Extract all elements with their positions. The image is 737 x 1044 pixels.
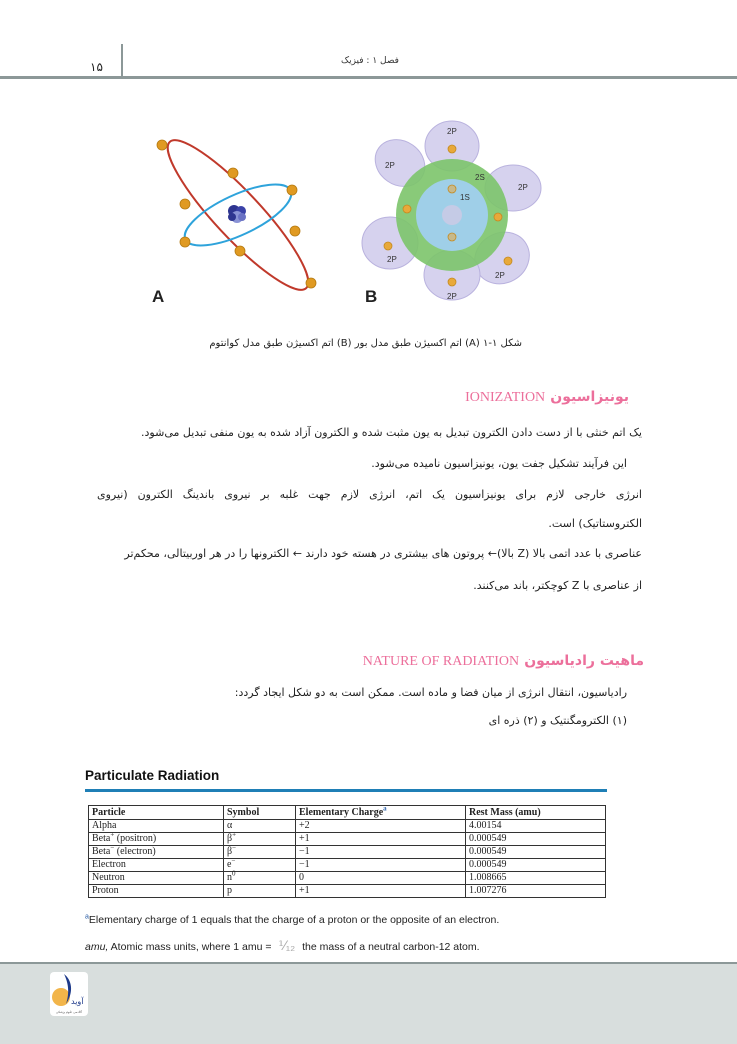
page-header (0, 0, 737, 78)
ionization-paragraph-3-cont: الکتروستاتیک) است. (548, 517, 642, 530)
cell-symbol: e− (224, 859, 296, 872)
column-header-charge: Elementary Charge$^a$ (296, 806, 466, 820)
orbital-label-2p: 2P (385, 161, 395, 170)
ionization-paragraph-1: یک اتم خنثی با از دست دادن الکترون تبدیل به یون مثبت شده و الکترون آزاد شده به یون منفی تبدیل می‌شود. (141, 426, 642, 439)
cell-symbol: β+ (224, 833, 296, 846)
nucleus (442, 205, 462, 225)
cell-symbol: $n^0$ (224, 872, 296, 885)
cell-particle: Alpha (89, 820, 224, 833)
table-row (89, 833, 606, 846)
cell-mass: 4.00154 (466, 820, 606, 833)
logo-tagline: آکادمی علوم پزشکی (56, 1010, 82, 1014)
orbital-label-2p: 2P (495, 271, 505, 280)
radiation-heading-fa: ماهیت رادیاسیون (524, 653, 644, 669)
orbital-label-1s: 1S (460, 193, 470, 202)
logo-text: آوید (71, 997, 84, 1006)
ionization-heading-en: IONIZATION (465, 390, 546, 405)
orbital-label-2p: 2P (447, 127, 457, 136)
radiation-heading (361, 650, 644, 670)
figure-caption: شکل ۱-۱ (A) اتم اکسیژن طبق مدل بور (B) اتم اکسیژن طبق مدل کوانتوم (209, 338, 522, 349)
cell-charge: +1 (296, 885, 466, 898)
footnote-marker: a (85, 913, 89, 921)
table-row (89, 872, 606, 885)
radiation-paragraph-1: رادیاسیون، انتقال انرژی از میان فضا و ماده است. ممکن است به دو شکل ایجاد گردد: (234, 686, 627, 699)
orbital-label-2s: 2S (475, 173, 485, 182)
particulate-radiation-table-section (85, 768, 607, 898)
cell-symbol: β− (224, 846, 296, 859)
cell-symbol: p (224, 885, 296, 898)
table-row (89, 846, 606, 859)
ionization-heading (455, 386, 629, 406)
radiation-paragraph-2: (۱) الکترومگنتیک و (۲) ذره ای (488, 714, 627, 727)
page-number: ۱۵ (90, 60, 103, 74)
ionization-paragraph-2: این فرآیند تشکیل جفت یون، یونیزاسیون نامیده می‌شود. (371, 457, 627, 470)
bohr-model-diagram (153, 126, 323, 304)
footnote-charge: $^a$Elementary charge of 1 equals that the charge of a proton or the opposite of an electron. (85, 913, 500, 926)
footnote-marker: a (383, 804, 387, 813)
cell-charge: −1 (296, 859, 466, 872)
cell-symbol: α (224, 820, 296, 833)
column-header-mass: Rest Mass (amu) (466, 806, 606, 820)
cell-mass: 0.000549 (466, 846, 606, 859)
one-twelfth-fraction: ⅟₁₂ (278, 938, 296, 953)
cell-charge: +1 (296, 833, 466, 846)
cell-mass: 1.007276 (466, 885, 606, 898)
table-body (89, 820, 606, 898)
cell-particle: Neutron (89, 872, 224, 885)
table-row (89, 885, 606, 898)
column-header-particle: Particle (89, 806, 224, 820)
atom-figure (140, 118, 560, 313)
orbital-label-2p: 2P (447, 292, 457, 301)
cell-particle: Electron (89, 859, 224, 872)
nucleus (228, 205, 246, 223)
orbital-label-2p: 2P (518, 183, 528, 192)
cell-charge: −1 (296, 846, 466, 859)
column-header-symbol: Symbol (224, 806, 296, 820)
particulate-radiation-table (88, 805, 606, 898)
header-divider (121, 44, 123, 78)
panel-a-label: A (152, 287, 165, 306)
cell-particle: Proton (89, 885, 224, 898)
table-title: Particulate Radiation (85, 768, 220, 783)
page-footer (0, 962, 737, 1044)
logo-icon (50, 972, 88, 1016)
panel-b-label: B (365, 287, 378, 306)
cell-mass: 1.008665 (466, 872, 606, 885)
cell-mass: 0.000549 (466, 833, 606, 846)
ionization-paragraph-4-cont: از عناصری با Z کوچکتر، باند می‌کنند. (473, 579, 642, 592)
cell-charge: +2 (296, 820, 466, 833)
radiation-heading-en: NATURE OF RADIATION (362, 654, 520, 669)
atom-diagrams (140, 118, 560, 313)
ionization-heading-fa: یونیزاسیون (550, 389, 629, 405)
header-rule (0, 76, 737, 79)
cell-charge: 0 (296, 872, 466, 885)
cell-particle: Beta− (electron) (89, 846, 224, 859)
table-row (89, 820, 606, 833)
cell-mass: 0.000549 (466, 859, 606, 872)
ionization-paragraph-3: انرژی خارجی لازم برای یونیزاسیون یک اتم، انرژی لازم جهت غلبه بر نیروی باندینگ الکترون (نیروی (97, 488, 642, 501)
ionization-paragraph-4: عناصری با عدد اتمی بالا (Z بالا)← پروتون های بیشتری در هسته خود دارند ← الکترونها را در هر اوربیتالی، محکم‌تر (124, 547, 642, 560)
quantum-model-diagram (362, 121, 541, 301)
table-header-row (89, 806, 606, 820)
chapter-title: فصل ۱ : فیزیک (341, 56, 399, 66)
orbital-label-2p: 2P (387, 255, 397, 264)
cell-particle: Beta+ (positron) (89, 833, 224, 846)
table-title-bar (85, 789, 607, 792)
footnote-amu: amu, Atomic mass units, where 1 amu = ⅟₁₂ the mass of a neutral carbon-12 atom. (85, 938, 480, 953)
avid-logo (50, 972, 88, 1016)
table-row (89, 859, 606, 872)
